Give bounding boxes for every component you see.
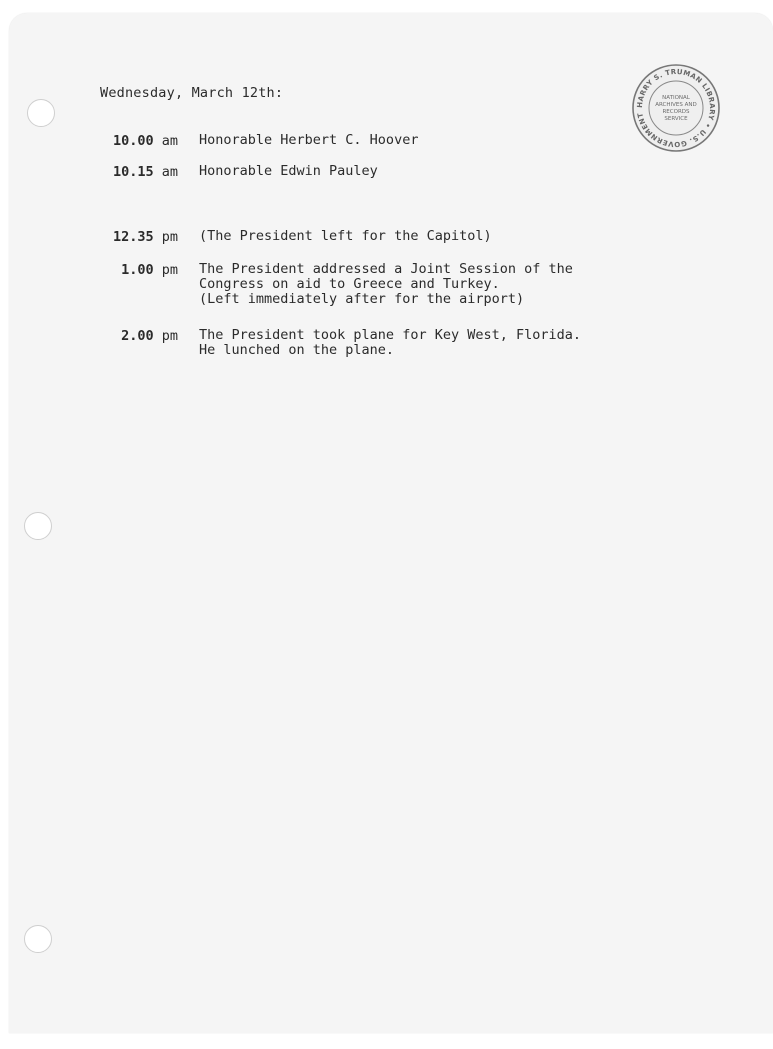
entry-line: He lunched on the plane. <box>199 342 395 358</box>
entry-time-unit: pm <box>161 229 178 245</box>
entry-line: (The President left for the Capitol) <box>199 228 492 244</box>
entry-time-unit: am <box>161 133 178 149</box>
entry-description <box>199 229 669 244</box>
binder-hole-middle <box>24 512 52 540</box>
entry-time-unit: pm <box>161 262 178 278</box>
entry-line: The President addressed a Joint Session of the <box>199 261 573 277</box>
stamp-outer-text: HARRY S. TRUMAN LIBRARY • U.S. GOVERNMENT <box>635 67 717 149</box>
entry-description <box>199 164 669 179</box>
entry-line: Congress on aid to Greece and Turkey. <box>199 276 500 292</box>
entry-line: Honorable Edwin Pauley <box>199 163 378 179</box>
stamp-inner-line-2: ARCHIVES AND <box>655 102 697 108</box>
stamp-inner-line-4: SERVICE <box>664 116 688 122</box>
binder-hole-top <box>27 99 55 127</box>
entry-time-number: 10.15 <box>112 164 154 180</box>
entry-time-number: 1.00 <box>121 262 154 278</box>
entry-time-number: 10.00 <box>112 133 154 149</box>
document-page <box>9 13 773 1033</box>
entry-line: Honorable Herbert C. Hoover <box>199 132 419 148</box>
stamp-inner-line-3: RECORDS <box>662 109 690 115</box>
date-heading: Wednesday, March 12th: <box>100 85 284 101</box>
entry-description <box>199 328 669 358</box>
entry-line: (Left immediately after for the airport) <box>199 291 525 307</box>
entry-time-number: 2.00 <box>121 328 154 344</box>
entry-time-number: 12.35 <box>112 229 154 245</box>
entry-description <box>199 262 669 307</box>
entry-time <box>100 133 178 149</box>
entry-description <box>199 133 669 148</box>
binder-hole-bottom <box>24 925 52 953</box>
entry-time <box>100 262 178 278</box>
entry-time <box>100 229 178 245</box>
entry-time-unit: pm <box>161 328 178 344</box>
stamp-inner-line-1: NATIONAL <box>662 95 690 101</box>
entry-time <box>100 164 178 180</box>
entry-line: The President took plane for Key West, Florida. <box>199 327 582 343</box>
entry-time <box>100 328 178 344</box>
entry-time-unit: am <box>161 164 178 180</box>
